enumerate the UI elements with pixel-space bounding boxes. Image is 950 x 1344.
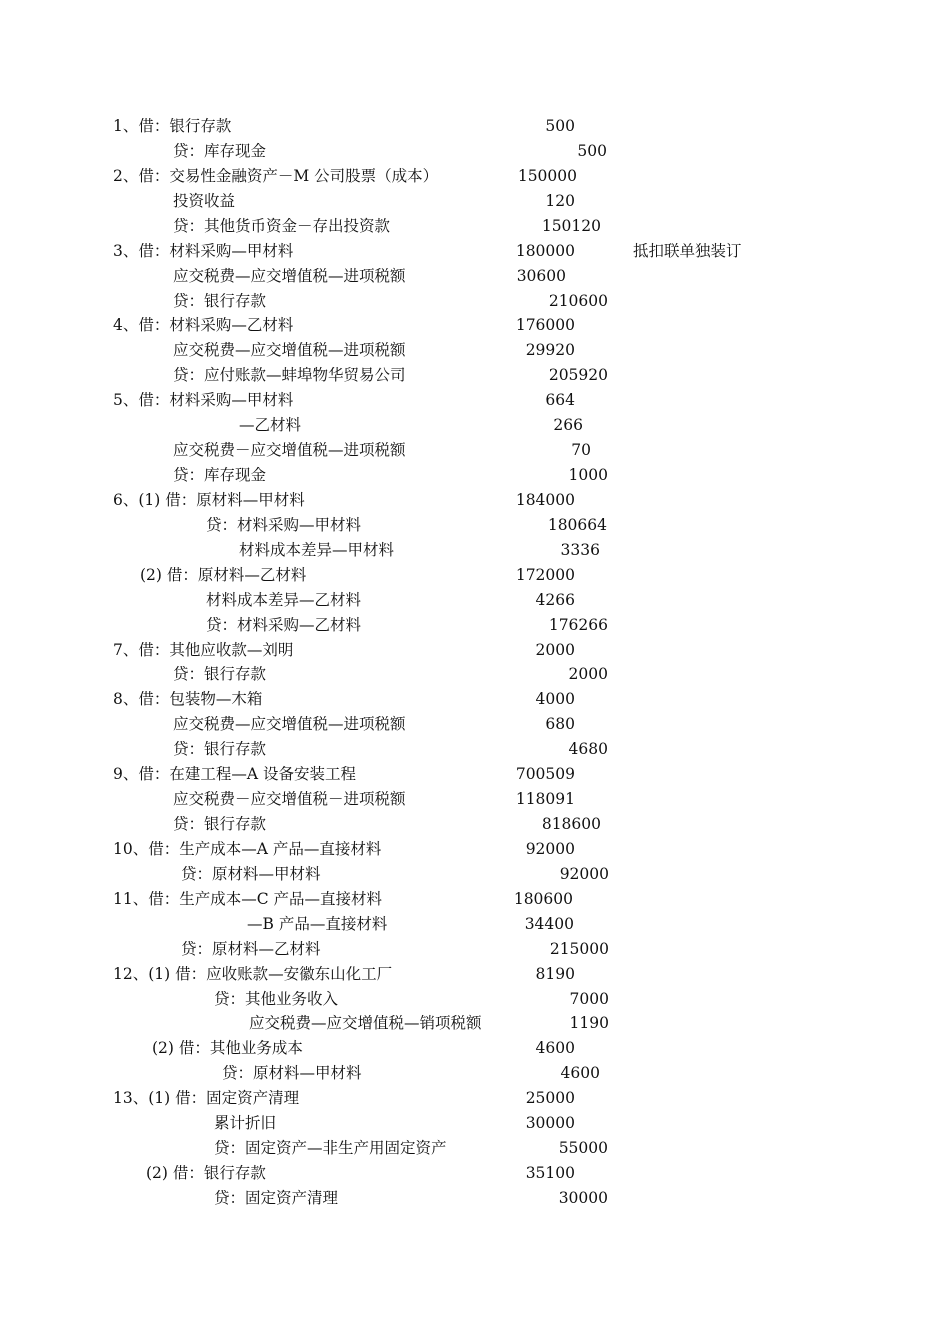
- entry-amount: 25000: [525, 1089, 575, 1108]
- entry-amount: 1000: [568, 466, 608, 485]
- entry-amount: 4600: [560, 1064, 600, 1083]
- entry-account-text: 6、(1) 借：原材料—甲材料: [113, 490, 305, 509]
- entry-account-text: 贷：银行存款: [173, 665, 267, 684]
- entry-amount: 4000: [535, 690, 575, 709]
- entry-line: [0, 1013, 950, 1038]
- entry-account-text: (2) 借：银行存款: [146, 1164, 266, 1183]
- entry-line: [0, 465, 950, 490]
- entry-line: [0, 1038, 950, 1063]
- entry-amount: 30000: [558, 1188, 608, 1207]
- entry-amount: 205920: [548, 366, 608, 385]
- entry-amount: 30600: [516, 266, 566, 285]
- entry-line: [0, 415, 950, 440]
- entry-amount: 4600: [535, 1039, 575, 1058]
- entry-amount: 680: [545, 715, 575, 734]
- entry-line: [0, 565, 950, 590]
- entry-account-text: 贷：银行存款: [173, 815, 267, 834]
- entry-line: [0, 540, 950, 565]
- entry-line: [0, 864, 950, 889]
- entry-line: [0, 340, 950, 365]
- entry-account-text: 13、(1) 借：固定资产清理: [113, 1089, 300, 1108]
- entry-amount: 172000: [515, 565, 575, 584]
- entry-account-text: 1、借：银行存款: [113, 117, 232, 135]
- entry-line: [0, 814, 950, 839]
- entry-account-text: 10、借：生产成本—A 产品—直接材料: [113, 839, 382, 858]
- entry-amount: 150120: [541, 216, 601, 235]
- entry-account-text: 贷：其他货币资金－存出投资款: [173, 216, 391, 235]
- entry-account-text: —乙材料: [239, 416, 302, 435]
- entry-amount: 2000: [568, 665, 608, 684]
- entry-line: [0, 390, 950, 415]
- entry-line: [0, 989, 950, 1014]
- entry-account-text: 应交税费－应交增值税—进项税额: [173, 441, 406, 460]
- entry-account-text: 3、借：材料采购—甲材料: [113, 241, 294, 260]
- entry-account-text: (2) 借：原材料—乙材料: [140, 565, 307, 584]
- entry-account-text: 8、借：包装物—木箱: [113, 690, 263, 709]
- entry-line: [0, 689, 950, 714]
- entry-amount: 118091: [515, 790, 575, 809]
- entry-amount: 180600: [513, 889, 573, 908]
- entry-account-text: 材料成本差异—甲材料: [239, 540, 395, 559]
- entry-line: [0, 1188, 950, 1213]
- entry-account-text: 2、借：交易性金融资产－M 公司股票（成本）: [113, 166, 439, 185]
- entry-amount: 1190: [569, 1014, 609, 1033]
- entry-account-text: 贷：材料采购—甲材料: [206, 515, 362, 534]
- entry-line: [0, 590, 950, 615]
- entry-note: 抵扣联单独装订: [633, 241, 742, 260]
- entry-line: [0, 291, 950, 316]
- entry-amount: 34400: [524, 914, 574, 933]
- entry-amount: 35100: [525, 1164, 575, 1183]
- entry-account-text: 应交税费—应交增值税—进项税额: [173, 266, 406, 285]
- entry-account-text: 贷：原材料—乙材料: [181, 939, 321, 958]
- entry-line: [0, 764, 950, 789]
- entry-line: [0, 266, 950, 291]
- entry-line: [0, 1163, 950, 1188]
- entry-amount: 4680: [568, 740, 608, 759]
- entry-amount: 92000: [559, 864, 609, 883]
- entry-line: [0, 914, 950, 939]
- entry-line: [0, 739, 950, 764]
- entry-amount: 4266: [535, 590, 575, 609]
- entry-amount: 215000: [549, 939, 609, 958]
- entry-account-text: 应交税费—应交增值税—销项税额: [249, 1014, 482, 1033]
- entry-line: [0, 964, 950, 989]
- entry-line: [0, 216, 950, 241]
- entry-account-text: 贷：银行存款: [173, 740, 267, 759]
- entry-amount: 120: [545, 191, 575, 210]
- entry-line: [0, 315, 950, 340]
- entry-line: [0, 889, 950, 914]
- entry-amount: 500: [545, 117, 575, 135]
- entry-line: [0, 490, 950, 515]
- entry-account-text: 应交税费－应交增值税－进项税额: [173, 790, 406, 809]
- entry-account-text: 材料成本差异—乙材料: [206, 590, 362, 609]
- entry-amount: 8190: [535, 964, 575, 983]
- entry-account-text: 9、借：在建工程—A 设备安装工程: [113, 765, 356, 784]
- entry-account-text: (2) 借：其他业务成本: [152, 1039, 303, 1058]
- entry-amount: 7000: [569, 989, 609, 1008]
- entry-line: [0, 116, 950, 141]
- entry-account-text: 4、借：材料采购—乙材料: [113, 316, 294, 335]
- entry-amount: 266: [553, 416, 583, 435]
- entry-amount: 150000: [517, 166, 577, 185]
- entry-line: [0, 1138, 950, 1163]
- entry-account-text: 贷：应付账款—蚌埠物华贸易公司: [173, 366, 406, 385]
- entry-line: [0, 640, 950, 665]
- entry-line: [0, 440, 950, 465]
- entry-line: [0, 789, 950, 814]
- entry-account-text: 累计折旧: [214, 1114, 277, 1133]
- entry-amount: 500: [577, 141, 607, 160]
- entry-account-text: —B 产品—直接材料: [247, 914, 388, 933]
- entry-account-text: 贷：材料采购—乙材料: [206, 615, 362, 634]
- entry-amount: 29920: [525, 341, 575, 360]
- entry-amount: 176000: [515, 316, 575, 335]
- entry-line: [0, 1088, 950, 1113]
- entry-account-text: 贷：原材料—甲材料: [181, 864, 321, 883]
- entry-account-text: 贷：库存现金: [173, 466, 267, 485]
- entry-amount: 176266: [548, 615, 608, 634]
- entry-amount: 2000: [535, 640, 575, 659]
- entry-line: [0, 515, 950, 540]
- entry-line: [0, 615, 950, 640]
- entry-amount: 180664: [547, 515, 607, 534]
- entry-line: [0, 365, 950, 390]
- entry-line: [0, 166, 950, 191]
- entry-amount: 3336: [560, 540, 600, 559]
- entry-account-text: 5、借：材料采购—甲材料: [113, 391, 294, 410]
- entry-account-text: 11、借：生产成本—C 产品—直接材料: [113, 889, 383, 908]
- entry-amount: 818600: [541, 815, 601, 834]
- entry-account-text: 贷：库存现金: [173, 141, 267, 160]
- entry-account-text: 贷：其他业务收入: [214, 989, 339, 1008]
- entry-line: [0, 714, 950, 739]
- entry-amount: 210600: [548, 291, 608, 310]
- entry-account-text: 贷：固定资产—非生产用固定资产: [214, 1139, 447, 1158]
- entry-account-text: 应交税费—应交增值税—进项税额: [173, 341, 406, 360]
- entry-amount: 184000: [515, 490, 575, 509]
- entry-amount: 70: [571, 441, 591, 460]
- entry-line: [0, 939, 950, 964]
- entry-line: [0, 664, 950, 689]
- entry-line: [0, 141, 950, 166]
- entry-amount: 92000: [525, 839, 575, 858]
- entry-amount: 30000: [525, 1114, 575, 1133]
- entry-account-text: 贷：银行存款: [173, 291, 267, 310]
- entry-amount: 700509: [515, 765, 575, 784]
- entry-account-text: 贷：固定资产清理: [214, 1188, 339, 1207]
- entry-amount: 664: [545, 391, 575, 410]
- entry-line: [0, 1063, 950, 1088]
- entry-account-text: 7、借：其他应收款—刘明: [113, 640, 294, 659]
- entry-amount: 55000: [558, 1139, 608, 1158]
- entry-account-text: 投资收益: [173, 191, 236, 210]
- entry-amount: 180000: [515, 241, 575, 260]
- entry-account-text: 12、(1) 借：应收账款—安徽东山化工厂: [113, 964, 393, 983]
- entry-line: [0, 241, 950, 266]
- entry-line: [0, 1113, 950, 1138]
- entry-line: [0, 839, 950, 864]
- entry-line: [0, 191, 950, 216]
- entry-account-text: 应交税费—应交增值税—进项税额: [173, 715, 406, 734]
- entry-account-text: 贷：原材料—甲材料: [222, 1064, 362, 1083]
